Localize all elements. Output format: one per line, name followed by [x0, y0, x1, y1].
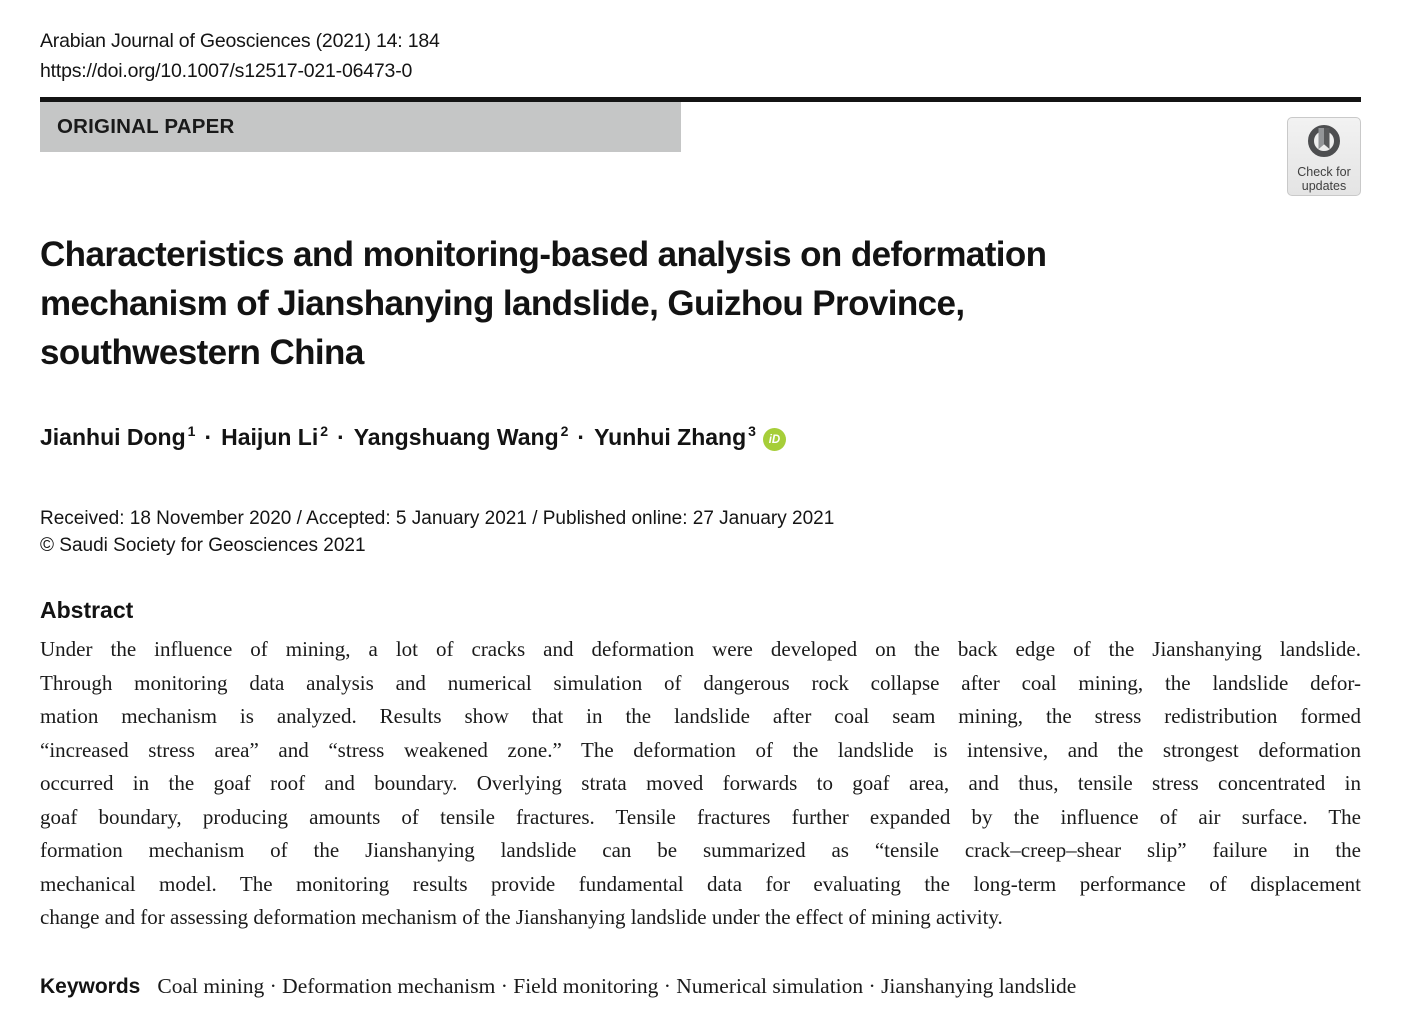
abstract-text: [40, 633, 1361, 935]
keywords-row: [40, 974, 1361, 999]
author-separator: ·: [337, 424, 345, 450]
abstract-line: occurred in the goaf roof and boundary. Overlying strata moved forwards to goaf area, and thus, tensile stress concentrated in: [40, 771, 1361, 795]
doi-link[interactable]: https://doi.org/10.1007/s12517-021-06473-0: [40, 60, 413, 82]
title-line-1: Characteristics and monitoring-based analysis on deformation: [40, 235, 1047, 274]
keywords-text: Coal mining · Deformation mechanism · Field monitoring · Numerical simulation · Jianshanying landslide: [157, 973, 1077, 998]
article-history-line: Received: 18 November 2020 / Accepted: 5 January 2021 / Published online: 27 January 2021: [40, 508, 835, 529]
header-rule: [40, 97, 1361, 152]
author-2: Haijun Li $^2$: [221, 423, 329, 450]
copyright-line: © Saudi Society for Geosciences 2021: [40, 535, 366, 556]
abstract-line: mechanical model. The monitoring results provide fundamental data for evaluating the long-term performance of displacement: [40, 871, 1361, 896]
check-for-updates-label: Check for updates: [1297, 165, 1351, 193]
author-3-affiliation: 2: [560, 423, 569, 440]
check-for-updates-button[interactable]: [1287, 117, 1361, 196]
paper-title: [40, 230, 1361, 377]
title-line-3: southwestern China: [40, 333, 364, 372]
abstract-line: change and for assessing deformation mechanism of the Jianshanying landslide under the effect of mining activity.: [40, 905, 1003, 929]
abstract-line: goaf boundary, producing amounts of tensile fractures. Tensile fractures further expanded by the influence of air surface. The: [40, 804, 1361, 829]
orcid-icon[interactable]: iD: [763, 428, 786, 451]
author-4: Yunhui Zhang $^3$: [594, 423, 756, 450]
author-separator: ·: [577, 424, 586, 450]
abstract-line: mation mechanism is analyzed. Results show that in the landslide after coal seam mining, the stress redistribution formed: [40, 704, 1361, 728]
abstract-line: formation mechanism of the Jianshanying landslide can be summarized as “tensile crack–creep–shear slip” failure in the: [40, 838, 1361, 862]
author-1: Jianhui Dong $^1$: [40, 423, 196, 450]
page-header: [40, 0, 1361, 86]
author-1-affiliation: 1: [187, 423, 196, 440]
abstract-line: Through monitoring data analysis and numerical simulation of dangerous rock collapse after coal mining, the landslide defor-: [40, 670, 1361, 695]
author-2-affiliation: 2: [320, 423, 329, 440]
author-separator: ·: [204, 424, 213, 450]
keywords-heading: Keywords: [40, 974, 141, 998]
article-type-banner: [40, 102, 681, 152]
article-type-label: ORIGINAL PAPER: [57, 115, 235, 138]
author-list: [40, 424, 1361, 451]
abstract-line: Under the influence of mining, a lot of cracks and deformation were developed on the back edge of the Jianshanying landslide.: [40, 637, 1361, 661]
author-3: Yangshuang Wang $^2$: [353, 423, 569, 450]
journal-citation-line: Arabian Journal of Geosciences (2021) 14: 184: [40, 30, 440, 52]
author-4-affiliation: 3: [748, 423, 756, 440]
abstract-heading: Abstract: [40, 597, 134, 623]
abstract-line: “increased stress area” and “stress weakened zone.” The deformation of the landslide is intensive, and the strongest deformation: [40, 737, 1361, 762]
crossmark-icon: [1304, 123, 1344, 163]
title-line-2: mechanism of Jianshanying landslide, Guizhou Province,: [40, 284, 965, 323]
